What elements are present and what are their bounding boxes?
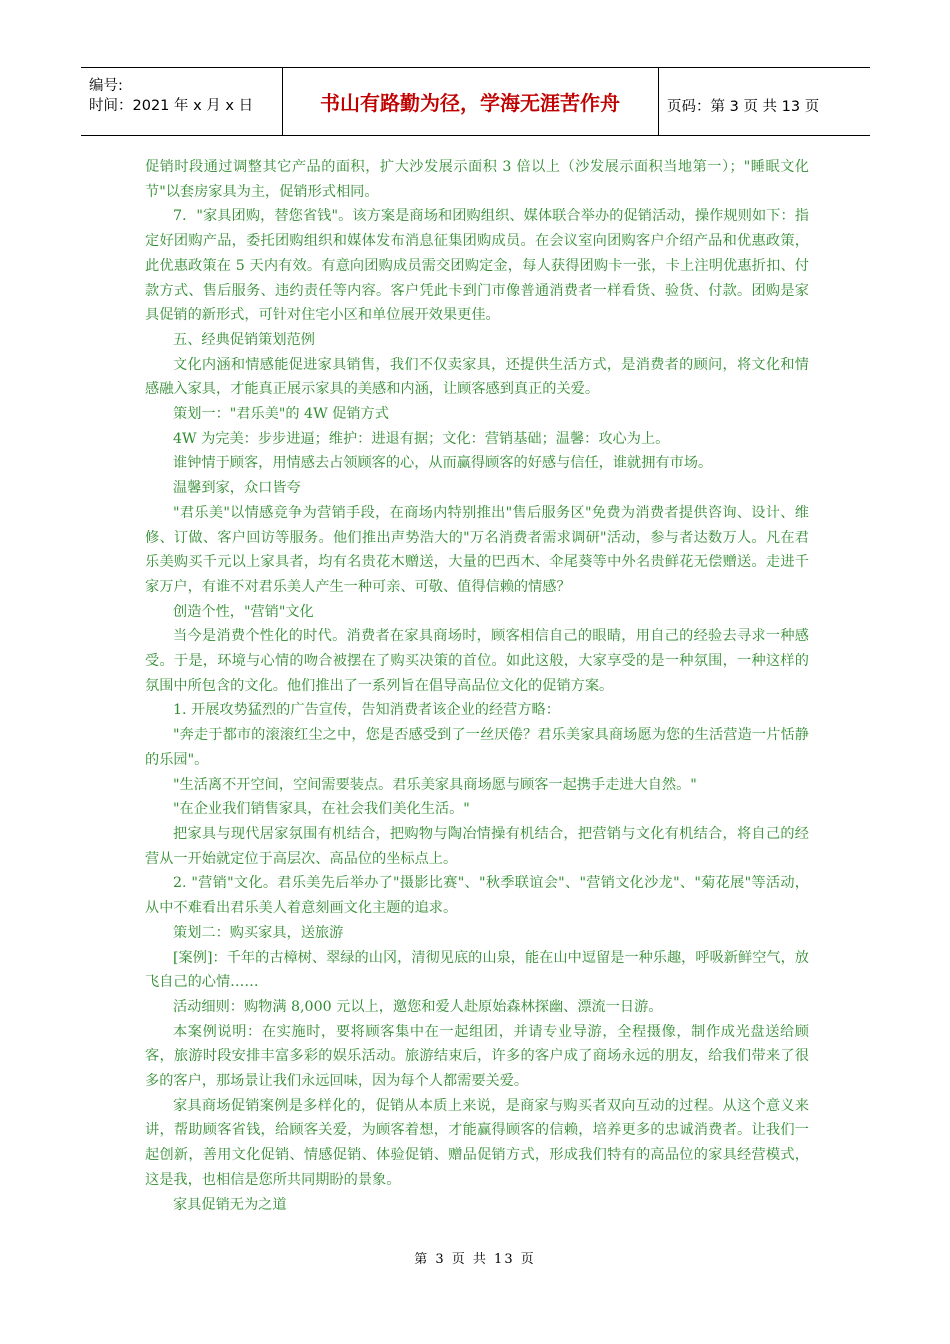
body-paragraph: 本案例说明：在实施时，要将顾客集中在一起组团，并请专业导游，全程摄像，制作成光盘送给顾客，旅游时段安排丰富多彩的娱乐活动。旅游结束后，许多的客户成了商场永远的朋友，给我们带来了很多的客户，那场景让我们永远回味，因为每个人都需要关爱。 xyxy=(145,1023,809,1090)
body-paragraph: 7．"家具团购，替您省钱"。该方案是商场和团购组织、媒体联合举办的促销活动，操作规则如下：指定好团购产品，委托团购组织和媒体发布消息征集团购成员。在会议室向团购客户介绍产品和优惠政策，此优惠政策在 5 天内有效。有意向团购成员需交团购定金，每人获得团购卡一张，卡上注明优惠折扣、付款方式、售后服务、违约责任等内容。客户凭此卡到门市像普通消费者一样看货、验货、付款。团购是家具促销的新形式，可针对住宅小区和单位展开效果更佳。 xyxy=(145,208,809,324)
doc-date-label: 时间：2021 年 x 月 x 日 xyxy=(89,98,254,114)
body-paragraph: 家具商场促销案例是多样化的，促销从本质上来说，是商家与购买者双向互动的过程。从这个意义来讲，帮助顾客省钱，给顾客关爱，为顾客着想，才能赢得顾客的信赖，培养更多的忠诚消费者。让我们一起创新，善用文化促销、情感促销、体验促销、赠品促销方式，形成我们特有的高品位的家具经营模式，这是我，也相信是您所共同期盼的景象。 xyxy=(145,1097,809,1188)
body-paragraph: "奔走于都市的滚滚红尘之中，您是否感受到了一丝厌倦？君乐美家具商场愿为您的生活营造一片恬静的乐园"。 xyxy=(145,727,809,768)
document-body xyxy=(145,155,809,1217)
body-paragraph: [案例]：千年的古樟树、翠绿的山冈，清彻见底的山泉，能在山中逗留是一种乐趣，呼吸新鲜空气，放飞自己的心情…… xyxy=(145,949,809,991)
body-paragraph: 策划一："君乐美"的 4W 促销方式 xyxy=(173,406,389,423)
body-paragraph: 活动细则：购物满 8,000 元以上，邀您和爱人赴原始森林探幽、漂流一日游。 xyxy=(173,998,663,1015)
body-paragraph: "生活离不开空间，空间需要装点。君乐美家具商场愿与顾客一起携手走进大自然。" xyxy=(173,776,697,793)
body-paragraph: 4W 为完美：步步进逼；维护：进退有据；文化：营销基础；温馨：攻心为上。 xyxy=(173,430,670,447)
page-header xyxy=(81,67,870,136)
body-paragraph: 文化内涵和情感能促进家具销售，我们不仅卖家具，还提供生活方式，是消费者的顾问，将文化和情感融入家具，才能真正展示家具的美感和内涵，让顾客感到真正的关爱。 xyxy=(145,356,809,398)
body-paragraph: 创造个性，"营销"文化 xyxy=(173,603,314,620)
body-paragraph: 谁钟情于顾客，用情感去占领顾客的心，从而赢得顾客的好感与信任，谁就拥有市场。 xyxy=(173,455,713,472)
header-page-info xyxy=(659,68,870,135)
body-paragraph: 温馨到家，众口皆夸 xyxy=(173,480,301,497)
body-paragraph: "在企业我们销售家具，在社会我们美化生活。" xyxy=(173,801,470,818)
body-paragraph: 五、经典促销策划范例 xyxy=(173,331,315,348)
body-paragraph: 当今是消费个性化的时代。消费者在家具商场时，顾客相信自己的眼睛，用自己的经验去寻求一种感受。于是，环境与心情的吻合被摆在了购买决策的首位。如此这般，大家享受的是一种氛围，一种这样的氛围中所包含的文化。他们推出了一系列旨在倡导高品位文化的促销方案。 xyxy=(145,628,809,694)
body-paragraph: 2. "营销"文化。君乐美先后举办了"摄影比赛"、"秋季联谊会"、"营销文化沙龙"、"菊花展"等活动，从中不难看出君乐美人着意刻画文化主题的追求。 xyxy=(145,875,809,917)
body-paragraph: 家具促销无为之道 xyxy=(173,1196,287,1213)
header-motto: 书山有路勤为径，学海无涯苦作舟 xyxy=(282,68,659,135)
doc-code-label: 编号: xyxy=(89,78,123,94)
body-paragraph: "君乐美"以情感竞争为营销手段，在商场内特别推出"售后服务区"免费为消费者提供咨询、设计、维修、订做、客户回访等服务。他们推出声势浩大的"万名消费者需求调研"活动，参与者达数万人。凡在君乐美购买千元以上家具者，均有名贵花木赠送，大量的巴西木、伞尾葵等中外名贵鲜花无偿赠送。走进千家万户，有谁不对君乐美人产生一种可亲、可敬、值得信赖的情感？ xyxy=(145,504,809,595)
body-paragraph: 促销时段通过调整其它产品的面积，扩大沙发展示面积 3 倍以上（沙发展示面积当地第一）；"睡眠文化节"以套房家具为主，促销形式相同。 xyxy=(145,159,809,200)
header-meta xyxy=(81,68,283,135)
body-paragraph: 策划二：购买家具，送旅游 xyxy=(173,924,344,941)
body-paragraph: 1. 开展攻势猛烈的广告宣传，告知消费者该企业的经营方略： xyxy=(173,702,560,719)
body-paragraph: 把家具与现代居家氛围有机结合，把购物与陶冶情操有机结合，把营销与文化有机结合，将自己的经营从一开始就定位于高层次、高品位的坐标点上。 xyxy=(145,825,809,867)
page-footer: 第 3 页 共 13 页 xyxy=(414,1252,536,1267)
header-page-number: 页码：第 3 页 共 13 页 xyxy=(667,99,820,115)
